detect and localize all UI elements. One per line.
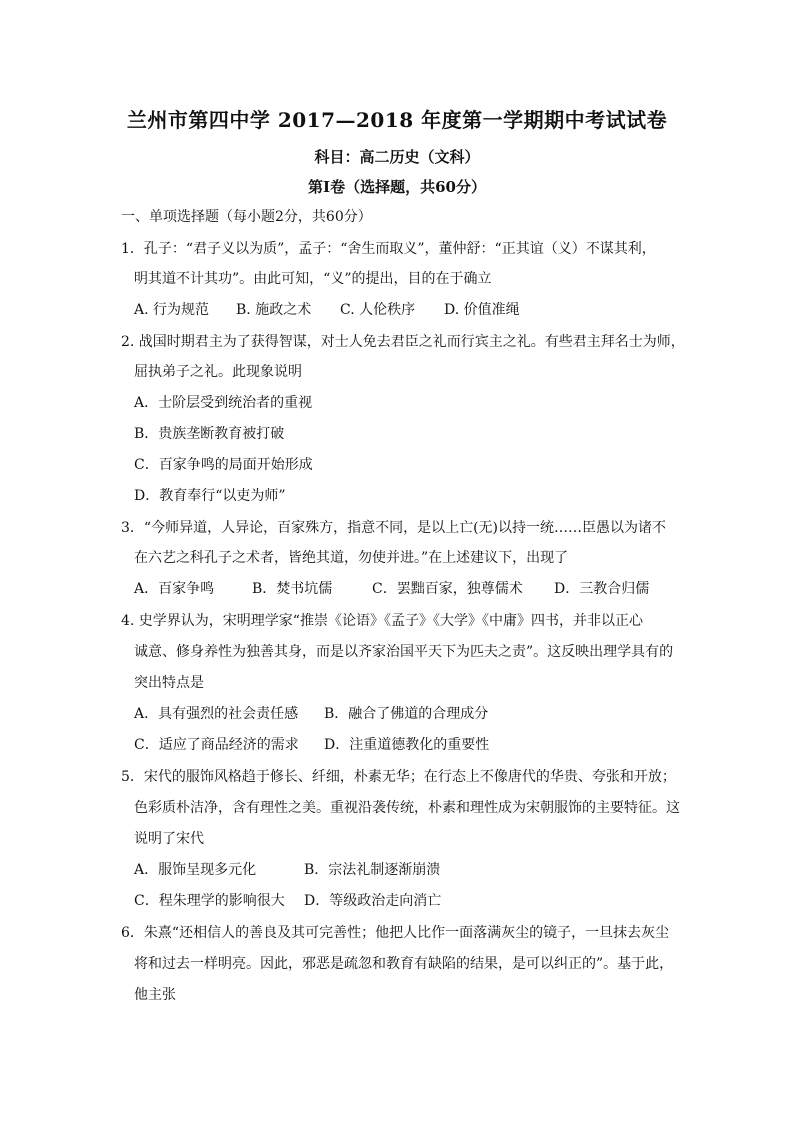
- option-b: B. 施政之术: [236, 302, 312, 318]
- option-b: B．融合了佛道的合理成分: [324, 706, 489, 722]
- option-a: A. 行为规范: [134, 302, 210, 318]
- option-c: C. 人伦秩序: [340, 302, 416, 318]
- question-2-option-a: A．士阶层受到统治者的重视: [134, 395, 313, 411]
- question-4-line-2: 诚意、修身养性为独善其身，而是以齐家治国平天下为匹夫之责”。这反映出理学具有的: [134, 644, 674, 660]
- section-heading: 一、单项选择题（每小题2分，共60分）: [121, 209, 372, 225]
- option-d: D．三教合归儒: [554, 581, 650, 597]
- question-6-line-3: 他主张: [134, 987, 176, 1003]
- option-a: A．服饰呈现多元化: [134, 862, 257, 878]
- question-1-options: [134, 301, 694, 319]
- question-5-options-row-2: [134, 892, 694, 910]
- option-a: A．具有强烈的社会责任感: [134, 706, 299, 722]
- subject-line: 科目：高二历史（文科）: [314, 148, 480, 166]
- question-2-option-b: B．贵族垄断教育被打破: [134, 426, 285, 442]
- question-6-line-1: 6．朱熹“还相信人的善良及其可完善性；他把人比作一面落满灰尘的镜子，一旦抹去灰尘: [121, 925, 670, 941]
- question-4-line-1: 4. 史学界认为，宋明理学家“推崇《论语》《孟子》《大学》《中庸》四书，并非以正心: [121, 613, 643, 629]
- question-3-line-1: 3．“今师异道，人异论，百家殊方，指意不同，是以上亡(无)以持一统……臣愚以为诸不: [121, 520, 666, 536]
- option-c: C．适应了商品经济的需求: [134, 737, 299, 753]
- option-d: D. 价值准绳: [444, 302, 520, 318]
- question-2-option-c: C．百家争鸣的局面开始形成: [134, 457, 313, 473]
- question-4-line-3: 突出特点是: [134, 675, 204, 691]
- question-1-line-1: 1．孔子：“君子义以为质”，孟子：“舍生而取义”，董仲舒：“正其谊（义）不谋其利，: [121, 241, 656, 257]
- option-b: B．焚书坑儒: [252, 581, 333, 597]
- question-4-options-row-1: [134, 705, 694, 723]
- question-6-line-2: 将和过去一样明亮。因此，邪恶是疏忽和教育有缺陷的结果，是可以纠正的”。基于此，: [134, 956, 674, 972]
- question-5-options-row-1: [134, 861, 694, 879]
- question-5-line-3: 说明了宋代: [134, 831, 204, 847]
- question-1-line-2: 明其道不计其功”。由此可知，“义”的提出，目的在于确立: [134, 271, 492, 287]
- question-3-line-2: 在六艺之科孔子之术者，皆绝其道，勿使并进。”在上述建议下，出现了: [134, 550, 569, 566]
- question-2-line-1: 2. 战国时期君主为了获得智谋，对士人免去君臣之礼而行宾主之礼。有些君主拜名士为师，: [121, 334, 685, 350]
- option-b: B．宗法礼制逐渐崩溃: [304, 862, 441, 878]
- option-d: D．等级政治走向消亡: [304, 893, 442, 909]
- question-2-option-d: D．教育奉行“以吏为师”: [134, 488, 286, 504]
- exam-title: 兰州市第四中学 2017—2018 年度第一学期期中考试试卷: [126, 108, 668, 132]
- part-heading: 第Ⅰ卷（选择题，共60分）: [308, 178, 486, 196]
- question-5-line-2: 色彩质朴洁净，含有理性之美。重视沿袭传统，朴素和理性成为宋朝服饰的主要特征。这: [134, 800, 680, 816]
- option-d: D．注重道德教化的重要性: [324, 737, 490, 753]
- question-5-line-1: 5．宋代的服饰风格趋于修长、纤细，朴素无华；在行态上不像唐代的华贵、夸张和开放；: [121, 769, 676, 785]
- question-2-line-2: 屈执弟子之礼。此现象说明: [134, 364, 302, 380]
- option-c: C．程朱理学的影响很大: [134, 893, 285, 909]
- option-a: A．百家争鸣: [134, 581, 215, 597]
- option-c: C．罢黜百家，独尊儒术: [372, 581, 523, 597]
- question-3-options: [134, 580, 694, 598]
- question-4-options-row-2: [134, 736, 694, 754]
